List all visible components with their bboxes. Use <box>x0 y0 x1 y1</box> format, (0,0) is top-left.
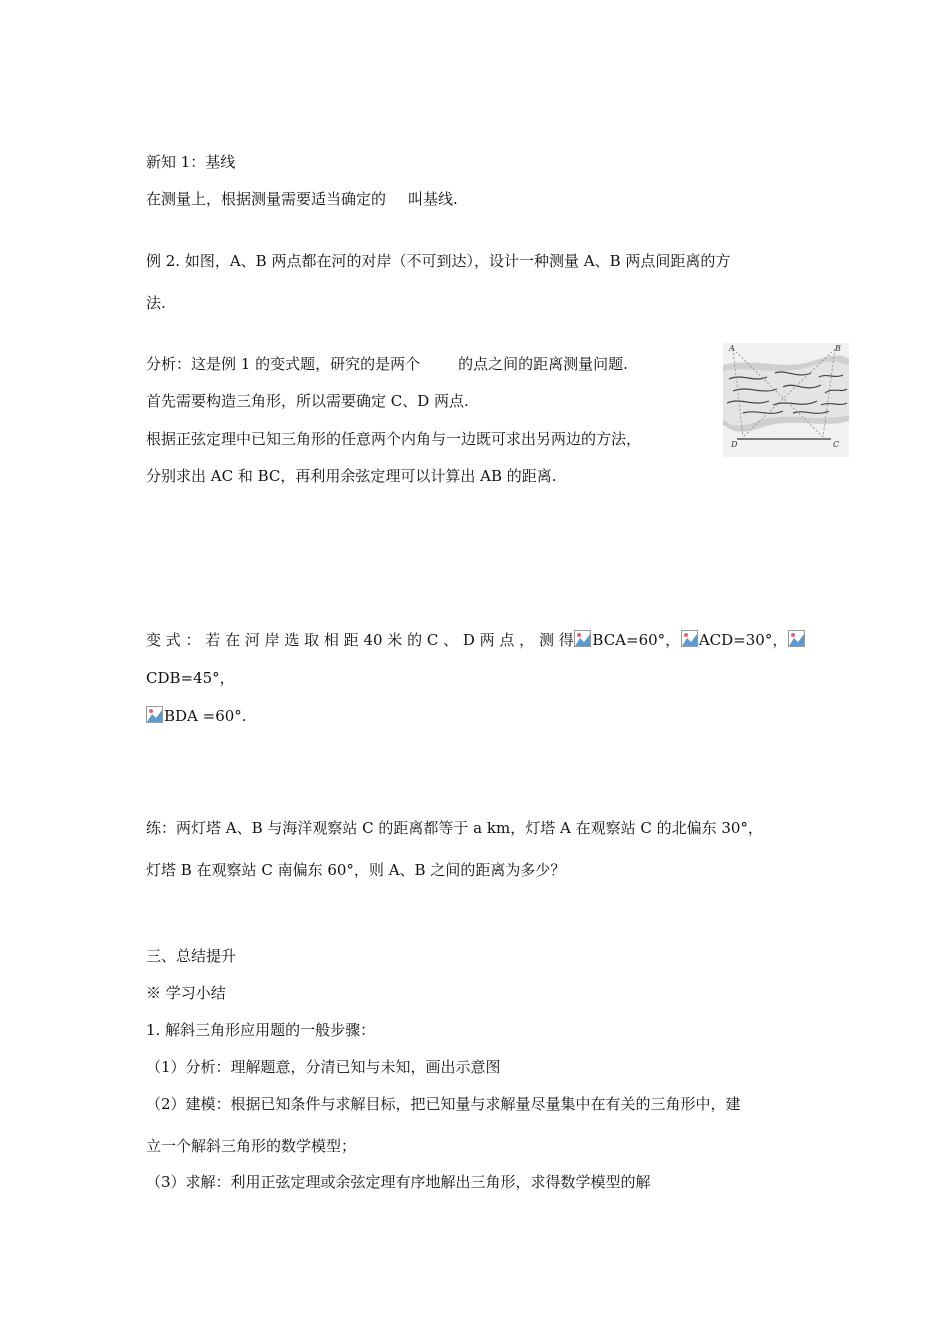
variant-prefix: 变 式 ： 若 在 河 岸 选 取 相 距 40 米 的 C 、 D 两 点 ， 测 得 <box>146 631 574 649</box>
section-new-knowledge: 新知 1：基线 <box>146 153 236 171</box>
baseline-text-before: 在测量上，根据测量需要适当确定的 <box>146 190 387 208</box>
variant-angle1: BCA=60°， <box>574 630 680 650</box>
river-figure <box>723 343 849 457</box>
summary-step3: （3）求解：利用正弦定理或余弦定理有序地解出三角形，求得数学模型的解 <box>146 1173 651 1191</box>
analysis-line1 <box>146 354 628 374</box>
angle-image-icon <box>788 630 805 647</box>
angle-image-icon <box>574 630 591 647</box>
analysis-line3: 根据正弦定理中已知三角形的任意两个内角与一边既可求出另两边的方法， <box>146 430 642 448</box>
variant-angle2: ACD=30°， <box>681 630 788 650</box>
summary-item1: 1. 解斜三角形应用题的一般步骤： <box>146 1021 376 1039</box>
practice-line2: 灯塔 B 在观察站 C 南偏东 60°，则 A、B 之间的距离为多少？ <box>146 861 566 879</box>
figure-label-b: B <box>835 344 841 353</box>
variant-line1 <box>146 630 806 650</box>
analysis-line2: 首先需要构造三角形，所以需要确定 C、D 两点. <box>146 392 469 410</box>
variant-line3: BDA =60°. <box>146 706 247 726</box>
baseline-text-after: 叫基线. <box>408 190 458 208</box>
analysis-text-before: 分析：这是例 1 的变式题，研究的是两个 <box>146 355 421 373</box>
summary-title: 三、总结提升 <box>146 947 237 965</box>
figure-label-d: D <box>731 440 738 449</box>
summary-step2-line2: 立一个解斜三角形的数学模型； <box>146 1137 357 1155</box>
example2-line1: 例 2. 如图，A、B 两点都在河的对岸（不可到达），设计一种测量 A、B 两点间距离的方 <box>146 252 731 270</box>
analysis-text-after: 的点之间的距离测量问题. <box>458 355 628 373</box>
summary-step2-line1: （2）建模：根据已知条件与求解目标，把已知量与求解量尽量集中在有关的三角形中，建 <box>146 1095 741 1113</box>
summary-subtitle: ※ 学习小结 <box>146 984 226 1002</box>
baseline-definition <box>146 189 458 209</box>
analysis-line4: 分别求出 AC 和 BC，再利用余弦定理可以计算出 AB 的距离. <box>146 467 557 485</box>
figure-label-c: C <box>833 440 840 449</box>
summary-step1: （1）分析：理解题意，分清已知与未知，画出示意图 <box>146 1058 501 1076</box>
variant-line2: CDB=45°， <box>146 669 235 687</box>
angle-image-icon <box>146 706 163 723</box>
angle-image-icon <box>681 630 698 647</box>
example2-line2: 法. <box>146 294 166 312</box>
figure-label-a: A <box>729 344 735 353</box>
practice-line1: 练：两灯塔 A、B 与海洋观察站 C 的距离都等于 a km，灯塔 A 在观察站 C 的北偏东 30°， <box>146 819 763 837</box>
